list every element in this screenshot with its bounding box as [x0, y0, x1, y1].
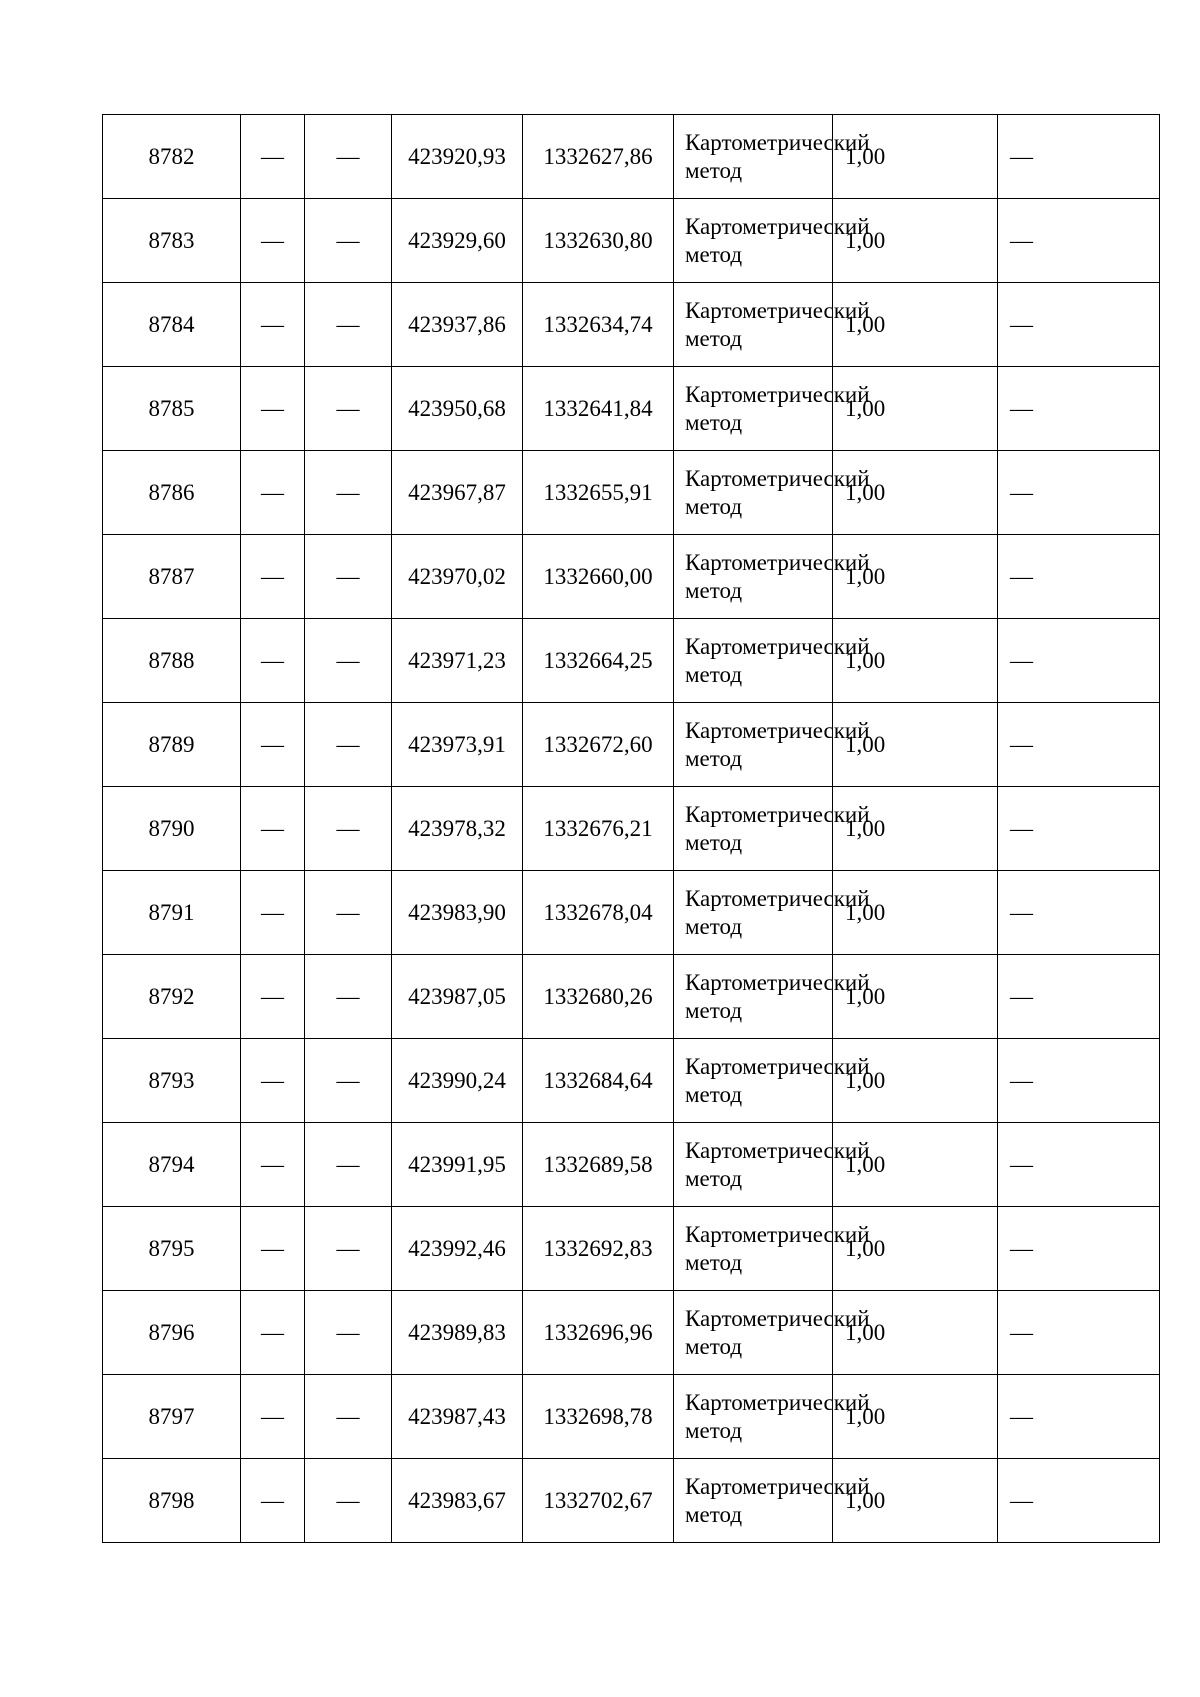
- method-cell: Картометрический метод: [674, 1039, 833, 1123]
- dash-cell: —: [241, 1123, 305, 1207]
- table-row: [103, 535, 1160, 619]
- description-cell: —: [998, 871, 1160, 955]
- coord-y-cell: 1332627,86: [523, 115, 674, 199]
- table-row: [103, 871, 1160, 955]
- coord-x-cell: 423983,90: [392, 871, 523, 955]
- point-number-cell: 8785: [103, 367, 241, 451]
- dash-cell: —: [305, 1039, 392, 1123]
- coord-y-cell: 1332660,00: [523, 535, 674, 619]
- method-cell: Картометрический метод: [674, 283, 833, 367]
- accuracy-cell: 1,00: [833, 1123, 998, 1207]
- coord-x-cell: 423987,05: [392, 955, 523, 1039]
- table-row: [103, 703, 1160, 787]
- coord-x-cell: 423990,24: [392, 1039, 523, 1123]
- dash-cell: —: [305, 115, 392, 199]
- table-row: [103, 451, 1160, 535]
- table-row: [103, 1123, 1160, 1207]
- method-cell: Картометрический метод: [674, 199, 833, 283]
- coord-y-cell: 1332676,21: [523, 787, 674, 871]
- dash-cell: —: [305, 1459, 392, 1543]
- coord-x-cell: 423983,67: [392, 1459, 523, 1543]
- dash-cell: —: [305, 955, 392, 1039]
- dash-cell: —: [241, 787, 305, 871]
- point-number-cell: 8783: [103, 199, 241, 283]
- method-cell: Картометрический метод: [674, 115, 833, 199]
- dash-cell: —: [241, 115, 305, 199]
- accuracy-cell: 1,00: [833, 1375, 998, 1459]
- accuracy-cell: 1,00: [833, 955, 998, 1039]
- accuracy-cell: 1,00: [833, 283, 998, 367]
- description-cell: —: [998, 1207, 1160, 1291]
- dash-cell: —: [241, 703, 305, 787]
- coord-y-cell: 1332630,80: [523, 199, 674, 283]
- method-cell: Картометрический метод: [674, 1291, 833, 1375]
- coord-x-cell: 423920,93: [392, 115, 523, 199]
- description-cell: —: [998, 1375, 1160, 1459]
- dash-cell: —: [305, 1123, 392, 1207]
- dash-cell: —: [305, 703, 392, 787]
- table-row: [103, 367, 1160, 451]
- table-row: [103, 1207, 1160, 1291]
- dash-cell: —: [241, 451, 305, 535]
- point-number-cell: 8798: [103, 1459, 241, 1543]
- accuracy-cell: 1,00: [833, 871, 998, 955]
- dash-cell: —: [241, 871, 305, 955]
- dash-cell: —: [305, 283, 392, 367]
- description-cell: —: [998, 367, 1160, 451]
- accuracy-cell: 1,00: [833, 535, 998, 619]
- dash-cell: —: [241, 955, 305, 1039]
- point-number-cell: 8784: [103, 283, 241, 367]
- method-cell: Картометрический метод: [674, 367, 833, 451]
- point-number-cell: 8786: [103, 451, 241, 535]
- point-number-cell: 8787: [103, 535, 241, 619]
- description-cell: —: [998, 1039, 1160, 1123]
- accuracy-cell: 1,00: [833, 199, 998, 283]
- point-number-cell: 8789: [103, 703, 241, 787]
- dash-cell: —: [241, 1207, 305, 1291]
- dash-cell: —: [305, 451, 392, 535]
- coord-x-cell: 423967,87: [392, 451, 523, 535]
- table-row: [103, 283, 1160, 367]
- dash-cell: —: [241, 367, 305, 451]
- coord-x-cell: 423991,95: [392, 1123, 523, 1207]
- coord-y-cell: 1332702,67: [523, 1459, 674, 1543]
- method-cell: Картометрический метод: [674, 451, 833, 535]
- table-row: [103, 787, 1160, 871]
- table-body: [103, 115, 1160, 1543]
- coord-x-cell: 423929,60: [392, 199, 523, 283]
- accuracy-cell: 1,00: [833, 367, 998, 451]
- dash-cell: —: [305, 535, 392, 619]
- coord-x-cell: 423987,43: [392, 1375, 523, 1459]
- coord-y-cell: 1332655,91: [523, 451, 674, 535]
- coord-x-cell: 423937,86: [392, 283, 523, 367]
- point-number-cell: 8794: [103, 1123, 241, 1207]
- coord-x-cell: 423992,46: [392, 1207, 523, 1291]
- point-number-cell: 8797: [103, 1375, 241, 1459]
- description-cell: —: [998, 451, 1160, 535]
- coord-y-cell: 1332641,84: [523, 367, 674, 451]
- table-row: [103, 955, 1160, 1039]
- method-cell: Картометрический метод: [674, 1459, 833, 1543]
- accuracy-cell: 1,00: [833, 451, 998, 535]
- dash-cell: —: [241, 1291, 305, 1375]
- description-cell: —: [998, 703, 1160, 787]
- method-cell: Картометрический метод: [674, 1123, 833, 1207]
- dash-cell: —: [305, 619, 392, 703]
- description-cell: —: [998, 535, 1160, 619]
- accuracy-cell: 1,00: [833, 1291, 998, 1375]
- coord-x-cell: 423978,32: [392, 787, 523, 871]
- point-number-cell: 8792: [103, 955, 241, 1039]
- accuracy-cell: 1,00: [833, 1459, 998, 1543]
- point-number-cell: 8793: [103, 1039, 241, 1123]
- accuracy-cell: 1,00: [833, 1207, 998, 1291]
- coord-y-cell: 1332672,60: [523, 703, 674, 787]
- table-row: [103, 1291, 1160, 1375]
- dash-cell: —: [305, 787, 392, 871]
- coord-y-cell: 1332698,78: [523, 1375, 674, 1459]
- description-cell: —: [998, 115, 1160, 199]
- coord-y-cell: 1332696,96: [523, 1291, 674, 1375]
- accuracy-cell: 1,00: [833, 619, 998, 703]
- table-row: [103, 115, 1160, 199]
- point-number-cell: 8790: [103, 787, 241, 871]
- dash-cell: —: [305, 367, 392, 451]
- method-cell: Картометрический метод: [674, 955, 833, 1039]
- description-cell: —: [998, 1459, 1160, 1543]
- dash-cell: —: [241, 1375, 305, 1459]
- table-row: [103, 1375, 1160, 1459]
- dash-cell: —: [241, 619, 305, 703]
- coordinates-table: [102, 114, 1160, 1543]
- dash-cell: —: [241, 1459, 305, 1543]
- coord-x-cell: 423970,02: [392, 535, 523, 619]
- coord-x-cell: 423950,68: [392, 367, 523, 451]
- coord-y-cell: 1332680,26: [523, 955, 674, 1039]
- point-number-cell: 8782: [103, 115, 241, 199]
- method-cell: Картометрический метод: [674, 703, 833, 787]
- dash-cell: —: [305, 1291, 392, 1375]
- description-cell: —: [998, 1123, 1160, 1207]
- coord-y-cell: 1332692,83: [523, 1207, 674, 1291]
- point-number-cell: 8796: [103, 1291, 241, 1375]
- coord-y-cell: 1332664,25: [523, 619, 674, 703]
- accuracy-cell: 1,00: [833, 703, 998, 787]
- accuracy-cell: 1,00: [833, 115, 998, 199]
- coord-y-cell: 1332684,64: [523, 1039, 674, 1123]
- dash-cell: —: [305, 199, 392, 283]
- coord-y-cell: 1332678,04: [523, 871, 674, 955]
- accuracy-cell: 1,00: [833, 787, 998, 871]
- description-cell: —: [998, 1291, 1160, 1375]
- coord-x-cell: 423973,91: [392, 703, 523, 787]
- table-row: [103, 619, 1160, 703]
- method-cell: Картометрический метод: [674, 787, 833, 871]
- point-number-cell: 8791: [103, 871, 241, 955]
- description-cell: —: [998, 199, 1160, 283]
- description-cell: —: [998, 787, 1160, 871]
- coord-x-cell: 423971,23: [392, 619, 523, 703]
- method-cell: Картометрический метод: [674, 871, 833, 955]
- table-row: [103, 199, 1160, 283]
- dash-cell: —: [241, 283, 305, 367]
- coord-y-cell: 1332689,58: [523, 1123, 674, 1207]
- point-number-cell: 8795: [103, 1207, 241, 1291]
- dash-cell: —: [305, 1207, 392, 1291]
- description-cell: —: [998, 283, 1160, 367]
- method-cell: Картометрический метод: [674, 1207, 833, 1291]
- point-number-cell: 8788: [103, 619, 241, 703]
- accuracy-cell: 1,00: [833, 1039, 998, 1123]
- dash-cell: —: [305, 1375, 392, 1459]
- description-cell: —: [998, 955, 1160, 1039]
- dash-cell: —: [305, 871, 392, 955]
- method-cell: Картометрический метод: [674, 1375, 833, 1459]
- table-row: [103, 1459, 1160, 1543]
- coord-x-cell: 423989,83: [392, 1291, 523, 1375]
- dash-cell: —: [241, 535, 305, 619]
- table-row: [103, 1039, 1160, 1123]
- method-cell: Картометрический метод: [674, 535, 833, 619]
- coord-y-cell: 1332634,74: [523, 283, 674, 367]
- dash-cell: —: [241, 1039, 305, 1123]
- description-cell: —: [998, 619, 1160, 703]
- dash-cell: —: [241, 199, 305, 283]
- method-cell: Картометрический метод: [674, 619, 833, 703]
